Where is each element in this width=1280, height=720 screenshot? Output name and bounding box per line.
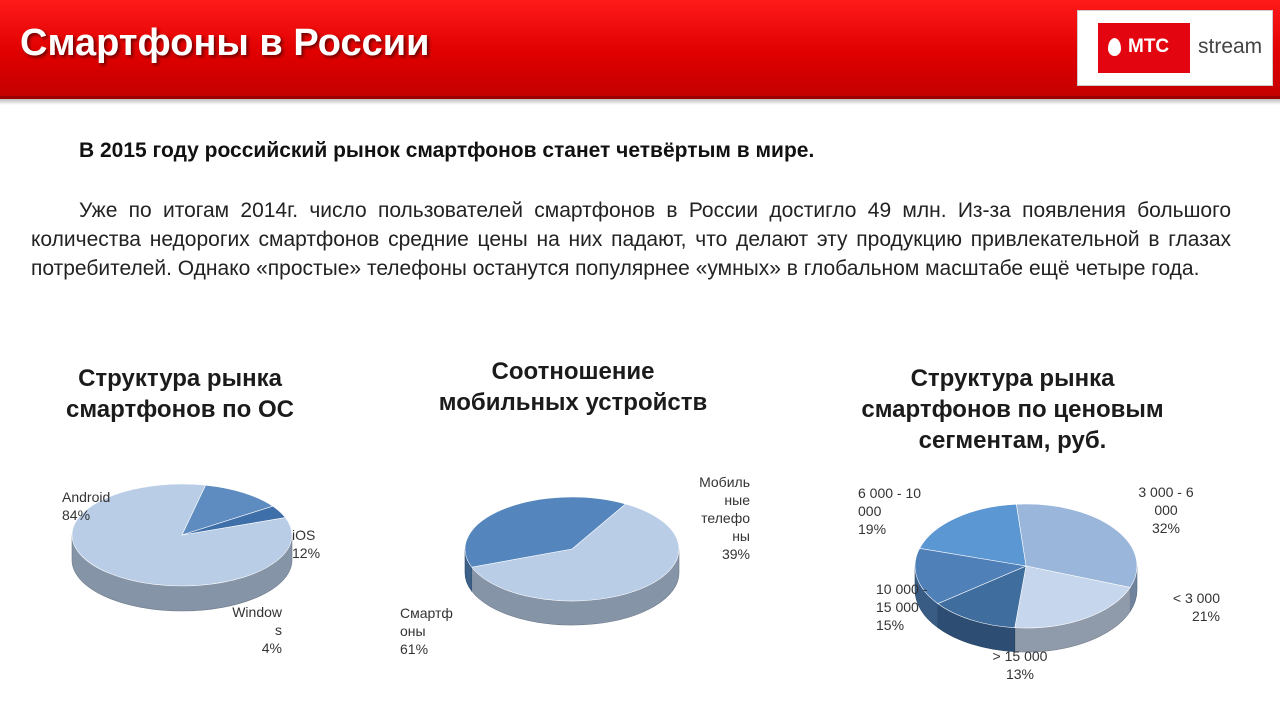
pie-data-label-line: Android <box>62 489 111 505</box>
pie-data-label <box>699 474 750 562</box>
pie-data-label-line: ные <box>724 492 750 508</box>
pie-data-label-line: iOS <box>292 527 316 543</box>
logo-stream-text: stream <box>1198 35 1263 58</box>
pie-data-label-line: 10 000 - <box>876 581 928 597</box>
pie-data-label <box>1138 484 1193 536</box>
chart-title-line: смартфонов по ОС <box>66 396 294 423</box>
pie-data-label-line: 6 000 - 10 <box>858 485 922 501</box>
pie-data-label-line: 19% <box>858 521 887 537</box>
pie-data-label-line: 4% <box>261 640 282 656</box>
pie-data-label-line: телефо <box>701 510 750 526</box>
chart-title-line: Соотношение <box>491 358 655 385</box>
pie-data-label <box>858 485 921 537</box>
chart-title-line: Структура рынка <box>910 365 1115 392</box>
page-title: Смартфоны в России <box>20 22 430 64</box>
pie-chart-0 <box>62 484 320 656</box>
pie-data-label <box>993 648 1048 682</box>
pie-data-label-line: 3 000 - 6 <box>1138 484 1194 500</box>
pie-data-label <box>232 604 283 656</box>
pie-data-label-line: 32% <box>1151 520 1181 536</box>
pie-data-label-line: ны <box>732 528 750 544</box>
chart-title-line: Структура рынка <box>78 365 282 392</box>
pie-data-label-line: 000 <box>858 503 882 519</box>
pie-data-label <box>400 605 453 657</box>
pie-data-label-line: 000 <box>1154 502 1178 518</box>
pie-chart-2 <box>858 484 1220 682</box>
pie-data-label-line: Window <box>232 604 282 620</box>
headline: В 2015 году российский рынок смартфонов станет четвёртым в мире. <box>79 139 815 162</box>
pie-data-label-line: 13% <box>1005 666 1035 682</box>
logo-text: МТС <box>1128 36 1170 57</box>
pie-data-label-line: оны <box>400 623 426 639</box>
chart-title-line: сегментам, руб. <box>918 427 1107 454</box>
pie-chart-1 <box>400 474 750 657</box>
pie-data-label-line: 21% <box>1191 608 1220 624</box>
pie-data-label <box>1173 590 1220 624</box>
chart-title-line: смартфонов по ценовым <box>861 396 1164 423</box>
pie-data-label-line: > 15 000 <box>992 648 1048 664</box>
pie-data-label-line: 12% <box>292 545 321 561</box>
chart-title-line: мобильных устройств <box>438 389 708 416</box>
body-paragraph: Уже по итогам 2014г. число пользователей смартфонов в России достигло 49 млн. Из-за появления большого количества недорогих смартфонов средние цены на них падают, что делают эту продукцию привлекательной в глазах потребителей. Однако «простые» телефоны останутся популярнее «умных» в глобальном масштабе ещё четыре года. <box>31 199 1231 280</box>
pie-data-label-line: 84% <box>62 507 91 523</box>
pie-data-label-line: Смартф <box>400 605 453 621</box>
pie-data-label-line: 15% <box>876 617 905 633</box>
pie-data-label <box>292 527 320 561</box>
pie-data-label-line: 15 000 <box>876 599 919 615</box>
pie-data-label-line: 39% <box>721 546 750 562</box>
pie-data-label-line: < 3 000 <box>1172 590 1220 606</box>
pie-data-label-line: Мобиль <box>699 474 750 490</box>
pie-data-label-line: 61% <box>400 641 429 657</box>
pie-data-label-line: s <box>275 622 282 638</box>
